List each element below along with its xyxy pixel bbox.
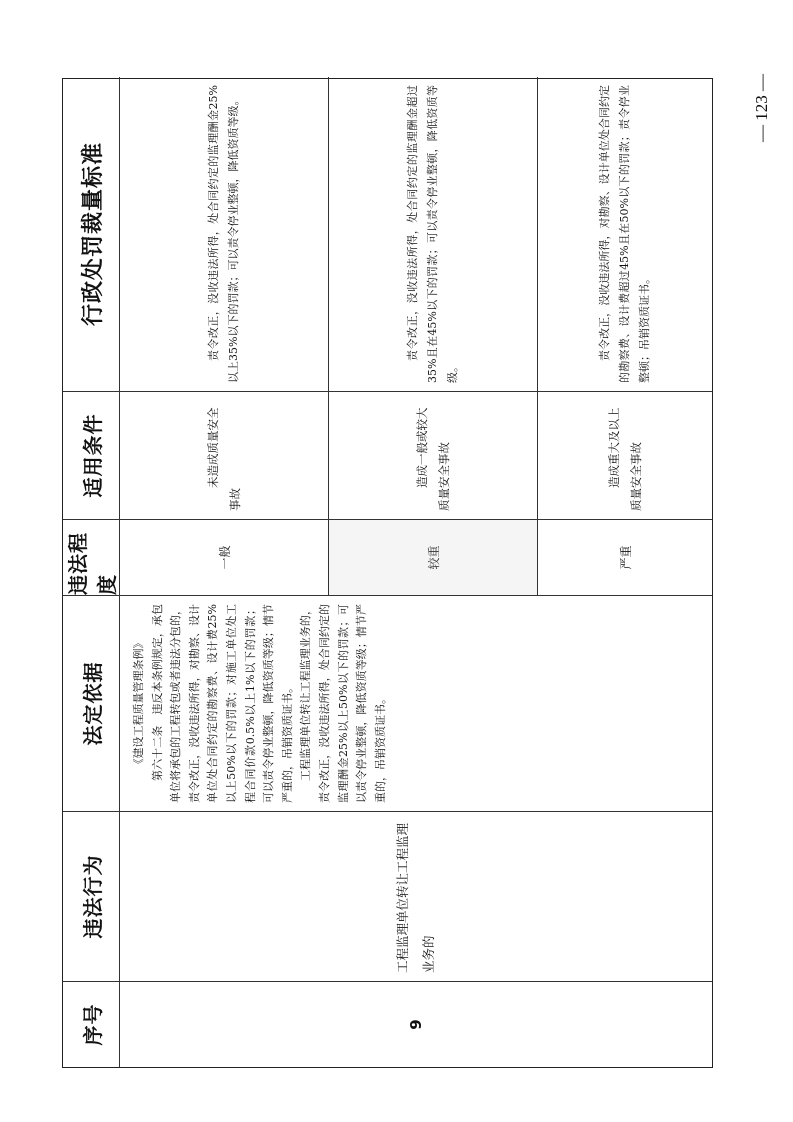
condition-text: 造成一般或较大质量安全事故 [415,407,451,511]
header-degree: 违法程度 [63,519,120,595]
legal-basis-title: 《建设工程质量管理条例》 [132,637,145,770]
standard-text: 责令改正，没收违法所得，处合同约定的监理酬金超过35%且在45%以下的罚款；可以责令停业整顿，降低资质等级。 [406,85,459,383]
seq-cell [120,981,712,1067]
seq-number: 9 [407,1019,425,1030]
degree-general: 一般 [120,519,329,595]
condition-severe [538,391,712,519]
standard-serious [329,77,538,391]
page-number-text: — 123 — [752,74,771,142]
condition-text: 未造成质量安全事故 [206,407,242,511]
condition-general [120,391,329,519]
penalty-standard-table [62,78,713,1068]
degree-serious: 较重 [329,519,538,595]
standard-general [120,77,329,391]
header-violation: 违法行为 [63,811,120,981]
violation-text: 工程监理单位转让工程监理业务的 [395,822,436,973]
standard-text: 责令改正，没收违法所得，对勘察、设计单位处合同约定的勘察费、设计费超过45%且在50%以下的罚款；责令停业整顿；吊销资质证书。 [598,85,651,383]
standard-severe [538,77,712,391]
violation-cell [120,811,712,981]
legal-basis-cell [120,595,712,811]
condition-serious [329,391,538,519]
page-number [742,74,782,142]
header-legal-basis: 法定依据 [63,595,120,811]
degree-severe: 严重 [538,519,712,595]
condition-text: 造成重大及以上质量安全事故 [607,407,643,511]
legal-basis-paragraph: 第六十二条 违反本条例规定，承包单位将承包的工程转包或者违法分包的，责令改正，没收违法所得，对勘察、设计单位处合同约定的勘察费、设计费25%以上50%以下的罚款；对施工单位处工程合同价款0.5%以上1%以下的罚款；可以责令停业整顿，降低资质等级；情节严重的，吊销资质证书。 [150,604,294,803]
header-standard: 行政处罚裁量标准 [63,77,120,391]
legal-basis-paragraph: 工程监理单位转让工程监理业务的，责令改正，没收违法所得，处合同约定的监理酬金25%以上50%以下的罚款；可以责令停业整顿，降低资质等级；情节严重的，吊销资质证书。 [299,604,387,803]
header-seq: 序号 [63,981,120,1067]
standard-text: 责令改正，没收违法所得，处合同约定的监理酬金25%以上35%以下的罚款；可以责令停业整顿，降低资质等级。 [207,85,240,383]
header-condition: 适用条件 [63,391,120,519]
